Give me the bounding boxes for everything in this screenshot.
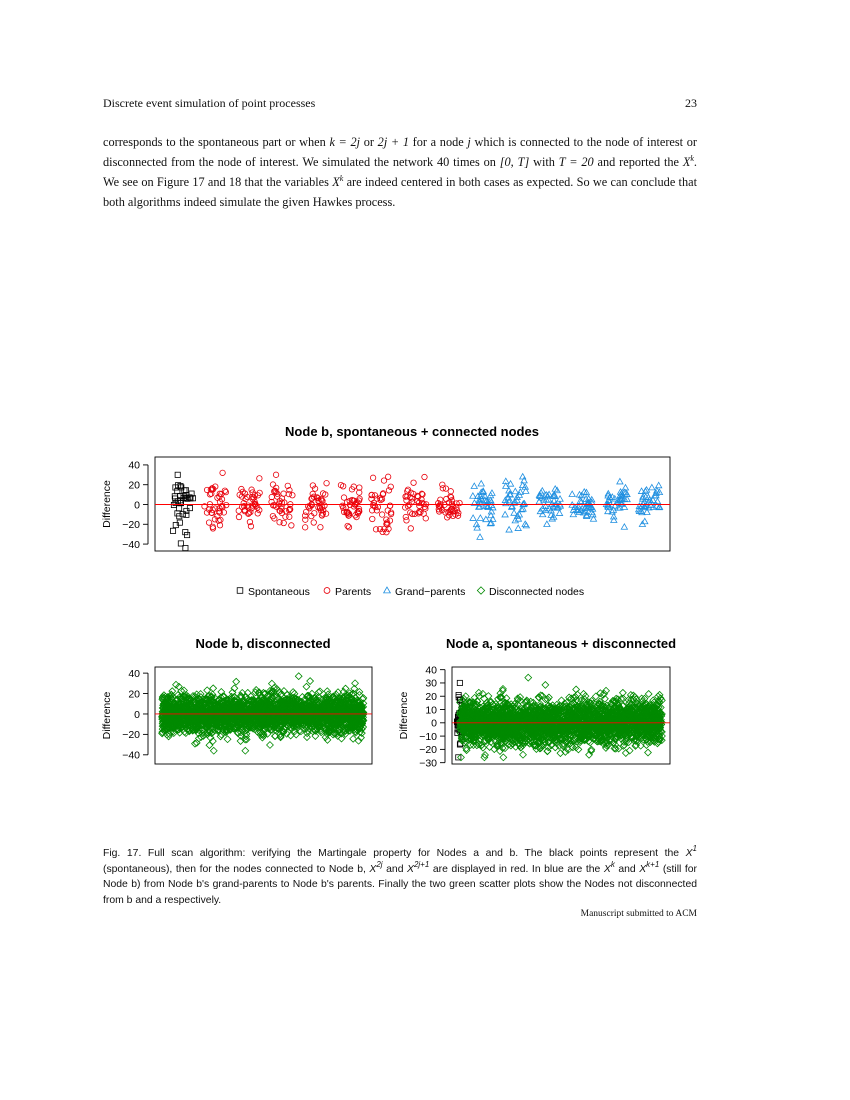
- legend-marker: [477, 587, 484, 594]
- data-point: [295, 673, 302, 680]
- data-point: [370, 475, 375, 480]
- data-point: [289, 523, 294, 528]
- data-point: [456, 755, 461, 760]
- y-tick-label: 40: [425, 664, 437, 677]
- data-point: [269, 680, 276, 687]
- data-point: [255, 511, 260, 516]
- data-point: [206, 742, 213, 749]
- data-point: [307, 678, 314, 685]
- data-point: [177, 506, 182, 511]
- data-point: [500, 754, 507, 761]
- scatter-plot-node-b-connected: [101, 424, 670, 551]
- data-point: [404, 498, 409, 503]
- data-point: [302, 513, 307, 518]
- legend-marker: [384, 587, 391, 593]
- y-tick-label: −40: [122, 749, 140, 762]
- data-point: [303, 509, 308, 514]
- y-tick-label: 20: [128, 688, 140, 701]
- plot-title: Node b, disconnected: [195, 636, 331, 651]
- data-point: [422, 474, 427, 479]
- data-point: [175, 489, 180, 494]
- page-number: 23: [685, 96, 697, 110]
- y-tick-label: 20: [128, 479, 140, 492]
- plot-title: Node b, spontaneous + connected nodes: [285, 424, 539, 439]
- data-point: [373, 527, 378, 532]
- y-tick-label: −40: [122, 538, 140, 551]
- y-axis-label: Difference: [101, 691, 113, 740]
- data-point: [220, 470, 225, 475]
- data-point: [257, 476, 262, 481]
- data-point: [622, 485, 628, 490]
- data-point: [233, 678, 240, 685]
- data-point: [506, 527, 512, 532]
- data-point: [544, 521, 550, 526]
- data-point: [303, 683, 310, 690]
- legend-label: Parents: [335, 586, 372, 598]
- y-tick-label: −20: [122, 519, 140, 532]
- data-point: [448, 489, 453, 494]
- scatter-plot-node-b-disconnected: [101, 636, 372, 764]
- data-point: [478, 481, 484, 486]
- data-point: [569, 491, 575, 496]
- legend-label: Disconnected nodes: [489, 586, 585, 598]
- data-point: [512, 488, 518, 493]
- data-point: [477, 515, 483, 520]
- data-point: [617, 478, 623, 483]
- data-point: [656, 482, 662, 487]
- data-point: [645, 691, 652, 698]
- data-point: [369, 492, 374, 497]
- legend: [237, 586, 584, 598]
- data-point: [471, 483, 477, 488]
- data-point: [345, 523, 350, 528]
- data-point: [457, 680, 462, 685]
- y-tick-label: −10: [419, 730, 437, 743]
- y-tick-label: 40: [128, 459, 140, 472]
- data-point: [649, 484, 655, 489]
- data-point: [270, 482, 275, 487]
- y-tick-label: 0: [431, 717, 437, 730]
- data-point: [236, 508, 241, 513]
- legend-marker: [324, 588, 330, 594]
- data-point: [379, 512, 384, 517]
- data-point: [381, 478, 386, 483]
- y-tick-label: −20: [419, 744, 437, 757]
- data-point: [387, 503, 392, 508]
- data-point: [621, 524, 627, 529]
- legend-label: Grand−parents: [395, 586, 466, 598]
- data-point: [515, 525, 521, 530]
- data-point: [346, 525, 351, 530]
- scatter-plot-node-a-disconnected: [398, 636, 676, 769]
- data-point: [318, 525, 323, 530]
- data-point: [404, 518, 409, 523]
- y-axis-label: Difference: [101, 480, 113, 528]
- data-point: [625, 697, 632, 704]
- y-tick-label: −30: [419, 757, 437, 770]
- y-tick-label: 0: [134, 708, 140, 721]
- data-point: [470, 515, 476, 520]
- data-point: [502, 511, 508, 516]
- data-point: [210, 747, 217, 754]
- data-point: [287, 514, 292, 519]
- data-point: [290, 493, 295, 498]
- y-tick-label: 20: [425, 691, 437, 704]
- plot-title: Node a, spontaneous + disconnected: [445, 636, 677, 651]
- data-point: [411, 480, 416, 485]
- running-title: Discrete event simulation of point processes: [103, 96, 316, 110]
- data-point: [324, 480, 329, 485]
- data-point: [218, 517, 223, 522]
- y-axis-label: Difference: [398, 691, 410, 740]
- data-point: [210, 685, 217, 692]
- data-point: [223, 489, 228, 494]
- y-tick-label: 30: [425, 677, 437, 690]
- y-tick-label: 40: [128, 667, 140, 680]
- data-point: [521, 477, 527, 482]
- data-point: [236, 514, 241, 519]
- data-point: [170, 528, 175, 533]
- data-point: [224, 736, 231, 743]
- legend-label: Spontaneous: [248, 586, 310, 598]
- data-point: [175, 472, 180, 477]
- data-point: [370, 516, 375, 521]
- data-point: [267, 742, 274, 749]
- y-tick-label: 0: [134, 499, 140, 512]
- data-point: [421, 511, 426, 516]
- body-paragraph: corresponds to the spontaneous part or when k = 2j or 2j + 1 for a node j which is connected to the node of interest or disconnected from the node of interest. We simulated the network 40 times on [0, T] with T = 20 and reported the $X^k$. We see on Figure 17 and 18 that the variables $X^k$ are indeed centered in both cases as expected. So we can conclude that both algorithms indeed simulate the given Hawkes process.: [103, 135, 697, 209]
- data-point: [273, 472, 278, 477]
- data-point: [302, 525, 307, 530]
- data-point: [556, 510, 562, 515]
- data-point: [171, 502, 176, 507]
- data-point: [311, 520, 316, 525]
- legend-marker: [237, 588, 243, 594]
- data-point: [408, 526, 413, 531]
- data-point: [525, 674, 532, 681]
- data-point: [324, 688, 331, 695]
- y-tick-label: 10: [425, 704, 437, 717]
- y-tick-label: −20: [122, 729, 140, 742]
- data-point: [477, 534, 483, 539]
- data-point: [242, 747, 249, 754]
